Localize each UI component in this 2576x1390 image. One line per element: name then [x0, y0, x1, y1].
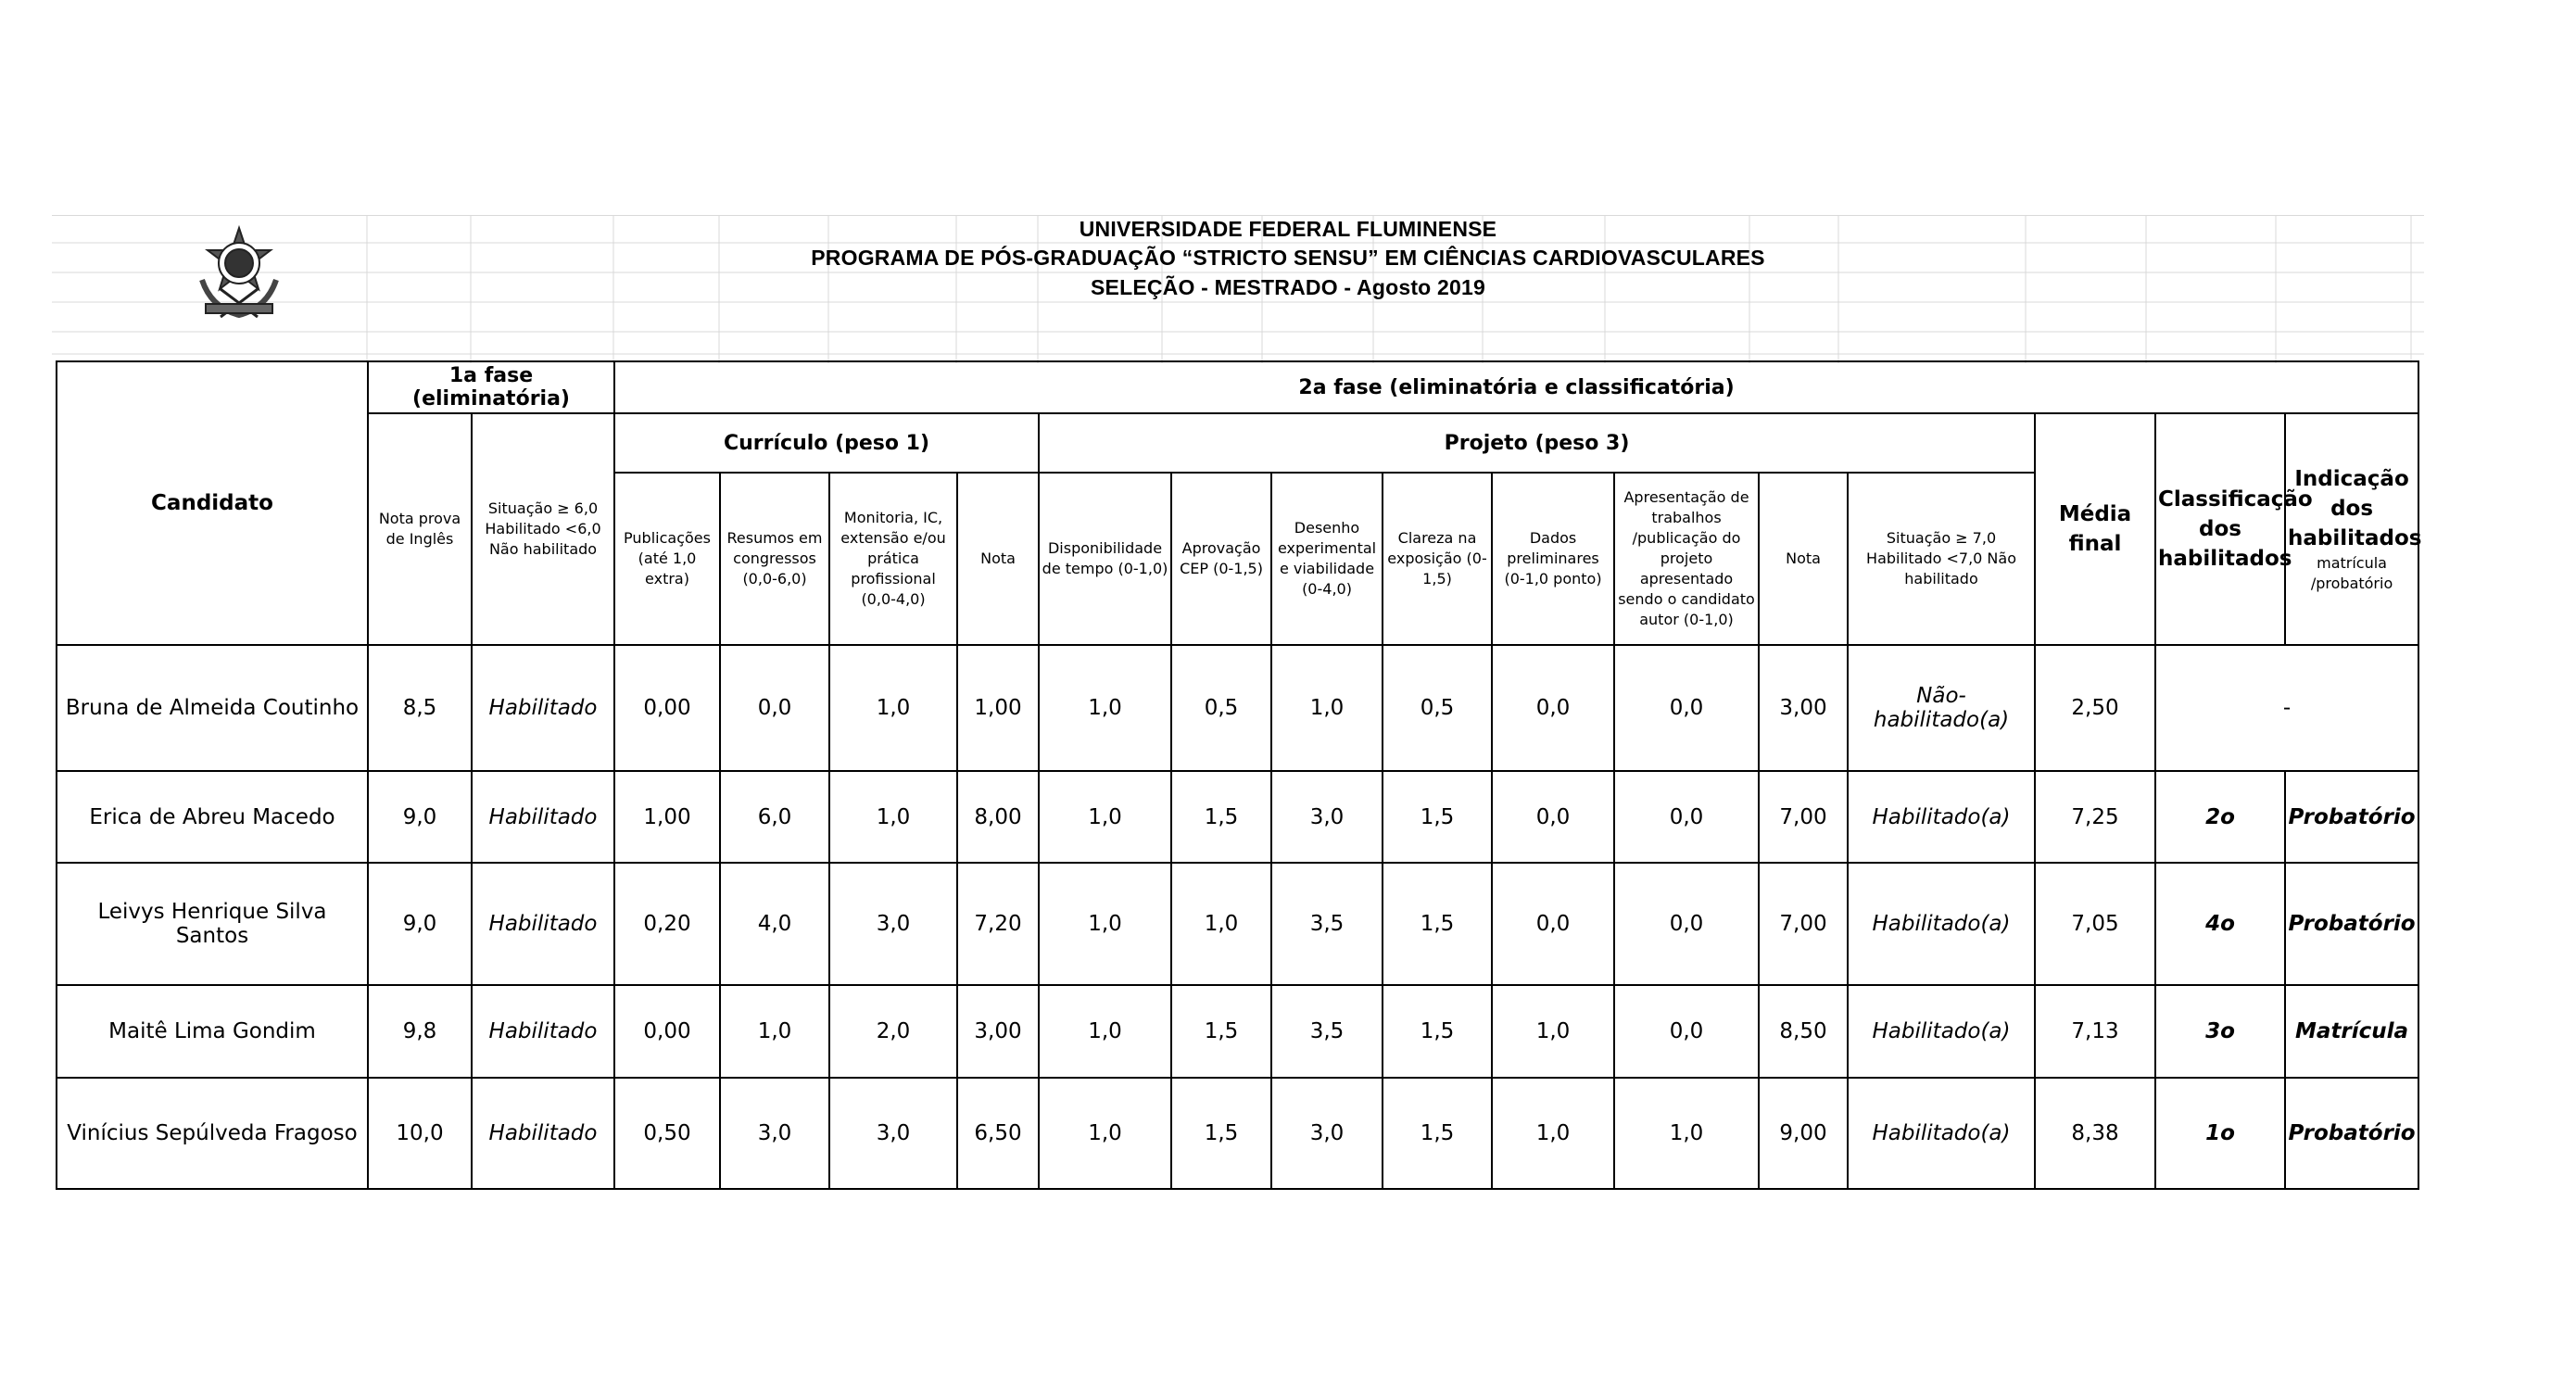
col-nota-projeto: Nota [1759, 473, 1848, 645]
table-row [57, 985, 2418, 1078]
cell-clareza: 1,5 [1383, 985, 1492, 1078]
cell-situacao-2: Habilitado(a) [1848, 863, 2035, 985]
cell-monitoria: 1,0 [829, 645, 957, 771]
cell-publicacoes: 1,00 [614, 771, 720, 863]
cell-situacao-1: Habilitado [472, 863, 614, 985]
cell-dados: 0,0 [1492, 863, 1614, 985]
cell-indicacao: Probatório [2285, 863, 2418, 985]
header-selection: SELEÇÃO - MESTRADO - Agosto 2019 [1091, 275, 1485, 299]
cell-disponibilidade: 1,0 [1039, 863, 1171, 985]
cell-aprovacao-cep: 1,0 [1171, 863, 1271, 985]
cell-situacao-1: Habilitado [472, 771, 614, 863]
cell-situacao-2: Habilitado(a) [1848, 771, 2035, 863]
cell-clareza: 0,5 [1383, 645, 1492, 771]
cell-publicacoes: 0,20 [614, 863, 720, 985]
cell-situacao-1: Habilitado [472, 1078, 614, 1189]
cell-classificacao: 4o [2155, 863, 2285, 985]
cell-nota-projeto: 7,00 [1759, 863, 1848, 985]
cell-classificacao: 1o [2155, 1078, 2285, 1189]
cell-monitoria: 3,0 [829, 863, 957, 985]
cell-nome: Bruna de Almeida Coutinho [57, 645, 368, 771]
cell-disponibilidade: 1,0 [1039, 771, 1171, 863]
cell-apresentacao: 0,0 [1614, 771, 1759, 863]
cell-ingles: 8,5 [368, 645, 472, 771]
col-monitoria: Monitoria, IC, extensão e/ou prática profissional (0,0-4,0) [829, 473, 957, 645]
cell-disponibilidade: 1,0 [1039, 985, 1171, 1078]
col-disponibilidade: Disponibilidade de tempo (0-1,0) [1039, 473, 1171, 645]
cell-apresentacao: 1,0 [1614, 1078, 1759, 1189]
cell-nota-curriculo: 6,50 [957, 1078, 1039, 1189]
cell-nota-projeto: 7,00 [1759, 771, 1848, 863]
cell-publicacoes: 0,00 [614, 645, 720, 771]
cell-nota-curriculo: 1,00 [957, 645, 1039, 771]
col-situacao-2: Situação ≥ 7,0 Habilitado <7,0 Não habilitado [1848, 473, 2035, 645]
cell-clareza: 1,5 [1383, 1078, 1492, 1189]
cell-media-final: 2,50 [2035, 645, 2155, 771]
cell-situacao-1: Habilitado [472, 985, 614, 1078]
col-phase2: 2a fase (eliminatória e classificatória) [614, 361, 2418, 413]
col-clareza: Clareza na exposição (0-1,5) [1383, 473, 1492, 645]
col-nota-curriculo: Nota [957, 473, 1039, 645]
cell-media-final: 7,25 [2035, 771, 2155, 863]
cell-nota-projeto: 3,00 [1759, 645, 1848, 771]
cell-nome: Vinícius Sepúlveda Fragoso [57, 1078, 368, 1189]
cell-nota-curriculo: 3,00 [957, 985, 1039, 1078]
cell-aprovacao-cep: 1,5 [1171, 771, 1271, 863]
col-situacao-1: Situação ≥ 6,0 Habilitado <6,0 Não habilitado [472, 413, 614, 645]
cell-nota-projeto: 8,50 [1759, 985, 1848, 1078]
cell-resumos: 4,0 [720, 863, 829, 985]
cell-resumos: 1,0 [720, 985, 829, 1078]
cell-situacao-2: Habilitado(a) [1848, 1078, 2035, 1189]
header-program: PROGRAMA DE PÓS-GRADUAÇÃO “STRICTO SENSU” EM CIÊNCIAS CARDIOVASCULARES [811, 246, 1765, 270]
col-indicacao [2285, 413, 2422, 645]
col-projeto: Projeto (peso 3) [1039, 413, 2035, 473]
cell-media-final: 7,05 [2035, 863, 2155, 985]
cell-nome: Erica de Abreu Macedo [57, 771, 368, 863]
cell-aprovacao-cep: 1,5 [1171, 1078, 1271, 1189]
col-phase1: 1a fase (eliminatória) [368, 361, 614, 413]
cell-dados: 1,0 [1492, 1078, 1614, 1189]
cell-nota-curriculo: 8,00 [957, 771, 1039, 863]
cell-clareza: 1,5 [1383, 863, 1492, 985]
col-apresentacao: Apresentação de trabalhos /publicação do projeto apresentado sendo o candidato autor (0-1,0) [1614, 473, 1759, 645]
col-publicacoes: Publicações (até 1,0 extra) [614, 473, 720, 645]
cell-ingles: 9,0 [368, 771, 472, 863]
cell-apresentacao: 0,0 [1614, 985, 1759, 1078]
cell-apresentacao: 0,0 [1614, 863, 1759, 985]
cell-nota-projeto: 9,00 [1759, 1078, 1848, 1189]
cell-desenho: 1,0 [1271, 645, 1383, 771]
table-row [57, 771, 2418, 863]
cell-publicacoes: 0,50 [614, 1078, 720, 1189]
cell-desenho: 3,5 [1271, 863, 1383, 985]
cell-situacao-1: Habilitado [472, 645, 614, 771]
cell-nome: Maitê Lima Gondim [57, 985, 368, 1078]
cell-disponibilidade: 1,0 [1039, 645, 1171, 771]
cell-situacao-2: Habilitado(a) [1848, 985, 2035, 1078]
cell-classificacao: 3o [2155, 985, 2285, 1078]
cell-clareza: 1,5 [1383, 771, 1492, 863]
cell-media-final: 7,13 [2035, 985, 2155, 1078]
cell-classificacao: 2o [2155, 771, 2285, 863]
table-row [57, 645, 2418, 771]
cell-desenho: 3,0 [1271, 771, 1383, 863]
cell-media-final: 8,38 [2035, 1078, 2155, 1189]
col-desenho: Desenho experimental e viabilidade (0-4,0) [1271, 473, 1383, 645]
cell-apresentacao: 0,0 [1614, 645, 1759, 771]
col-candidato: Candidato [57, 361, 368, 645]
cell-desenho: 3,0 [1271, 1078, 1383, 1189]
cell-ingles: 9,0 [368, 863, 472, 985]
cell-indicacao: Probatório [2285, 1078, 2418, 1189]
cell-aprovacao-cep: 0,5 [1171, 645, 1271, 771]
header-university: UNIVERSIDADE FEDERAL FLUMINENSE [1079, 217, 1497, 241]
cell-ingles: 10,0 [368, 1078, 472, 1189]
col-aprovacao-cep: Aprovação CEP (0-1,5) [1171, 473, 1271, 645]
col-media-final: Média final [2035, 413, 2155, 645]
col-indicacao-title: Indicação dos habilitados [2288, 467, 2422, 550]
cell-monitoria: 2,0 [829, 985, 957, 1078]
col-curriculo: Currículo (peso 1) [614, 413, 1039, 473]
cell-desenho: 3,5 [1271, 985, 1383, 1078]
cell-indicacao: Matrícula [2285, 985, 2418, 1078]
cell-aprovacao-cep: 1,5 [1171, 985, 1271, 1078]
col-nota-ingles: Nota prova de Inglês [368, 413, 472, 645]
cell-resumos: 0,0 [720, 645, 829, 771]
cell-dados: 1,0 [1492, 985, 1614, 1078]
table-row [57, 863, 2418, 985]
col-classificacao: Classificação dos habilitados [2155, 413, 2285, 645]
cell-indicacao: Probatório [2285, 771, 2418, 863]
cell-resumos: 6,0 [720, 771, 829, 863]
cell-dados: 0,0 [1492, 645, 1614, 771]
col-dados: Dados preliminares (0-1,0 ponto) [1492, 473, 1614, 645]
col-resumos: Resumos em congressos (0,0-6,0) [720, 473, 829, 645]
cell-monitoria: 3,0 [829, 1078, 957, 1189]
cell-dados: 0,0 [1492, 771, 1614, 863]
cell-monitoria: 1,0 [829, 771, 957, 863]
cell-ingles: 9,8 [368, 985, 472, 1078]
results-table [56, 360, 2422, 1190]
cell-nome: Leivys Henrique Silva Santos [57, 863, 368, 985]
cell-classificacao-indicacao: - [2155, 645, 2418, 771]
cell-nota-curriculo: 7,20 [957, 863, 1039, 985]
cell-publicacoes: 0,00 [614, 985, 720, 1078]
cell-situacao-2: Não-habilitado(a) [1848, 645, 2035, 771]
cell-resumos: 3,0 [720, 1078, 829, 1189]
cell-disponibilidade: 1,0 [1039, 1078, 1171, 1189]
table-row [57, 1078, 2418, 1189]
col-indicacao-sub: matrícula /probatório [2310, 554, 2393, 592]
